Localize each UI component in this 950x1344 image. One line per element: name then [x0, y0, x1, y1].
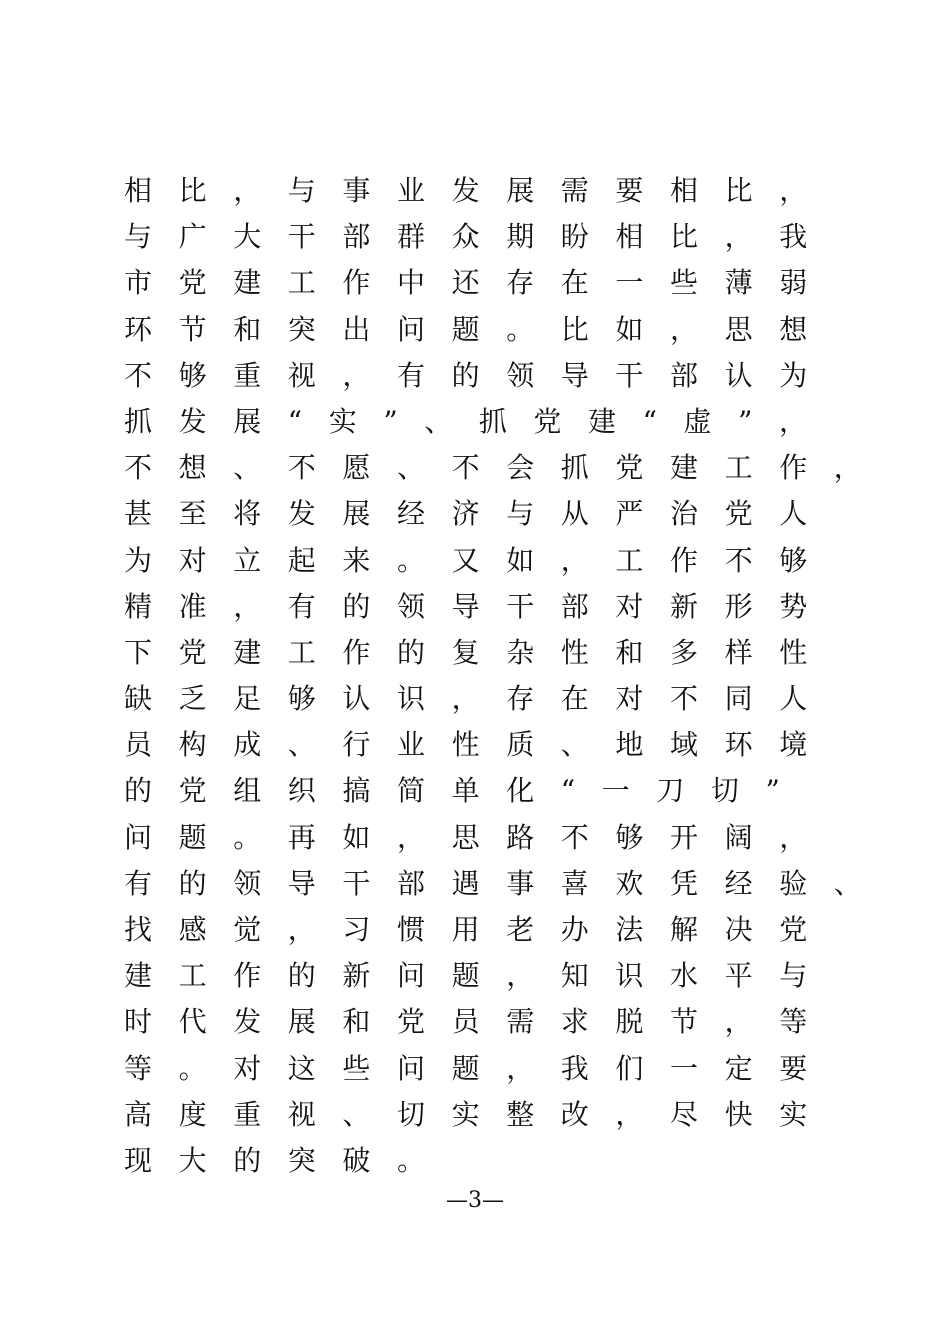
text-line: 与广大干部群众期盼相比，我: [124, 220, 834, 254]
text-line: 建工作的新问题，知识水平与: [124, 959, 834, 993]
text-line: 问题。再如，思路不够开阔，: [124, 820, 834, 854]
text-line: 相比，与事业发展需要相比，: [124, 174, 834, 207]
text-line: 不想、不愿、不会抓党建工作，: [124, 451, 889, 485]
body-text: [124, 168, 889, 1184]
text-line: 下党建工作的复杂性和多样性: [124, 635, 834, 669]
text-line: 市党建工作中还存在一些薄弱: [124, 266, 834, 300]
page-number: —3—: [446, 1188, 504, 1213]
text-line: 为对立起来。又如，工作不够: [124, 543, 834, 577]
text-line: 高度重视、切实整改，尽快实: [124, 1097, 834, 1131]
text-line: 缺乏足够认识，存在对不同人: [124, 682, 834, 716]
text-line: 抓发展“实”、抓党建“虚”，: [124, 404, 834, 438]
text-line: 不够重视，有的领导干部认为: [124, 358, 834, 392]
text-line: 找感觉，习惯用老办法解决党: [124, 913, 834, 946]
text-line: 时代发展和党员需求脱节，等: [124, 1005, 834, 1039]
text-line: 有的领导干部遇事喜欢凭经验、: [124, 866, 889, 900]
text-line: 的党组织搞简单化“一刀切”: [124, 774, 807, 808]
text-line: 甚至将发展经济与从严治党人: [124, 497, 834, 531]
text-line: 精准，有的领导干部对新形势: [124, 589, 834, 623]
text-line: 员构成、行业性质、地域环境: [124, 728, 834, 762]
text-line: 现大的突破。: [124, 1143, 452, 1177]
text-line: 等。对这些问题，我们一定要: [124, 1051, 834, 1085]
text-line: 环节和突出问题。比如，思想: [124, 312, 834, 346]
